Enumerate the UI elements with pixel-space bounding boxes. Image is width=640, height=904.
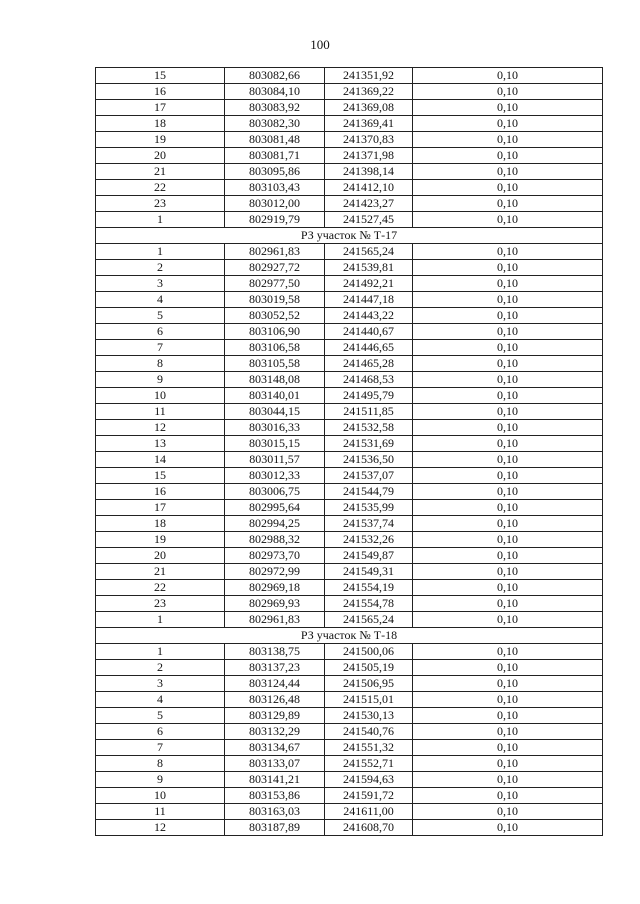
table-row [96, 468, 603, 484]
accuracy-cell: 0,10 [413, 180, 603, 196]
y-coordinate-cell: 241495,79 [325, 388, 413, 404]
y-coordinate-cell: 241565,24 [325, 244, 413, 260]
accuracy-cell: 0,10 [413, 644, 603, 660]
y-coordinate-cell: 241532,58 [325, 420, 413, 436]
x-coordinate-cell: 802961,83 [225, 612, 325, 628]
table-row [96, 116, 603, 132]
y-coordinate-cell: 241468,53 [325, 372, 413, 388]
point-number-cell: 1 [96, 644, 225, 660]
x-coordinate-cell: 803132,29 [225, 724, 325, 740]
accuracy-cell: 0,10 [413, 372, 603, 388]
accuracy-cell: 0,10 [413, 356, 603, 372]
accuracy-cell: 0,10 [413, 804, 603, 820]
x-coordinate-cell: 802972,99 [225, 564, 325, 580]
y-coordinate-cell: 241423,27 [325, 196, 413, 212]
table-row [96, 420, 603, 436]
point-number-cell: 4 [96, 292, 225, 308]
point-number-cell: 3 [96, 676, 225, 692]
point-number-cell: 21 [96, 164, 225, 180]
accuracy-cell: 0,10 [413, 68, 603, 84]
accuracy-cell: 0,10 [413, 612, 603, 628]
point-number-cell: 9 [96, 772, 225, 788]
y-coordinate-cell: 241369,41 [325, 116, 413, 132]
accuracy-cell: 0,10 [413, 484, 603, 500]
page-number: 100 [310, 37, 330, 52]
y-coordinate-cell: 241549,31 [325, 564, 413, 580]
x-coordinate-cell: 803044,15 [225, 404, 325, 420]
point-number-cell: 16 [96, 84, 225, 100]
y-coordinate-cell: 241551,32 [325, 740, 413, 756]
accuracy-cell: 0,10 [413, 292, 603, 308]
accuracy-cell: 0,10 [413, 500, 603, 516]
accuracy-cell: 0,10 [413, 148, 603, 164]
y-coordinate-cell: 241565,24 [325, 612, 413, 628]
x-coordinate-cell: 803106,90 [225, 324, 325, 340]
accuracy-cell: 0,10 [413, 548, 603, 564]
point-number-cell: 3 [96, 276, 225, 292]
x-coordinate-cell: 803106,58 [225, 340, 325, 356]
point-number-cell: 17 [96, 500, 225, 516]
x-coordinate-cell: 802994,25 [225, 516, 325, 532]
y-coordinate-cell: 241536,50 [325, 452, 413, 468]
x-coordinate-cell: 802973,70 [225, 548, 325, 564]
x-coordinate-cell: 803163,03 [225, 804, 325, 820]
x-coordinate-cell: 803133,07 [225, 756, 325, 772]
x-coordinate-cell: 803137,23 [225, 660, 325, 676]
x-coordinate-cell: 803015,15 [225, 436, 325, 452]
table-row [96, 84, 603, 100]
accuracy-cell: 0,10 [413, 788, 603, 804]
x-coordinate-cell: 802927,72 [225, 260, 325, 276]
point-number-cell: 7 [96, 340, 225, 356]
table-row [96, 372, 603, 388]
point-number-cell: 23 [96, 596, 225, 612]
accuracy-cell: 0,10 [413, 244, 603, 260]
x-coordinate-cell: 803083,92 [225, 100, 325, 116]
point-number-cell: 17 [96, 100, 225, 116]
table-row [96, 132, 603, 148]
x-coordinate-cell: 803006,75 [225, 484, 325, 500]
section-header-row [96, 228, 603, 244]
accuracy-cell: 0,10 [413, 212, 603, 228]
y-coordinate-cell: 241440,67 [325, 324, 413, 340]
table-row [96, 548, 603, 564]
accuracy-cell: 0,10 [413, 308, 603, 324]
y-coordinate-cell: 241412,10 [325, 180, 413, 196]
y-coordinate-cell: 241549,87 [325, 548, 413, 564]
table-row [96, 68, 603, 84]
accuracy-cell: 0,10 [413, 740, 603, 756]
table-row [96, 660, 603, 676]
accuracy-cell: 0,10 [413, 84, 603, 100]
accuracy-cell: 0,10 [413, 756, 603, 772]
accuracy-cell: 0,10 [413, 276, 603, 292]
accuracy-cell: 0,10 [413, 100, 603, 116]
point-number-cell: 18 [96, 516, 225, 532]
y-coordinate-cell: 241505,19 [325, 660, 413, 676]
point-number-cell: 1 [96, 612, 225, 628]
y-coordinate-cell: 241371,98 [325, 148, 413, 164]
table-row [96, 676, 603, 692]
y-coordinate-cell: 241531,69 [325, 436, 413, 452]
accuracy-cell: 0,10 [413, 468, 603, 484]
point-number-cell: 12 [96, 820, 225, 836]
table-row [96, 452, 603, 468]
y-coordinate-cell: 241554,19 [325, 580, 413, 596]
y-coordinate-cell: 241540,76 [325, 724, 413, 740]
point-number-cell: 5 [96, 708, 225, 724]
table-row [96, 516, 603, 532]
table-row [96, 596, 603, 612]
table-row [96, 308, 603, 324]
accuracy-cell: 0,10 [413, 452, 603, 468]
y-coordinate-cell: 241539,81 [325, 260, 413, 276]
point-number-cell: 12 [96, 420, 225, 436]
table-row [96, 804, 603, 820]
y-coordinate-cell: 241447,18 [325, 292, 413, 308]
x-coordinate-cell: 802969,93 [225, 596, 325, 612]
point-number-cell: 7 [96, 740, 225, 756]
x-coordinate-cell: 803103,43 [225, 180, 325, 196]
x-coordinate-cell: 803126,48 [225, 692, 325, 708]
table-row [96, 692, 603, 708]
x-coordinate-cell: 803148,08 [225, 372, 325, 388]
accuracy-cell: 0,10 [413, 676, 603, 692]
point-number-cell: 9 [96, 372, 225, 388]
point-number-cell: 2 [96, 660, 225, 676]
table-row [96, 820, 603, 836]
coordinates-table [95, 67, 603, 836]
y-coordinate-cell: 241535,99 [325, 500, 413, 516]
table-row [96, 148, 603, 164]
table-row [96, 180, 603, 196]
x-coordinate-cell: 802961,83 [225, 244, 325, 260]
accuracy-cell: 0,10 [413, 388, 603, 404]
y-coordinate-cell: 241532,26 [325, 532, 413, 548]
accuracy-cell: 0,10 [413, 260, 603, 276]
table-row [96, 324, 603, 340]
table-row [96, 484, 603, 500]
coordinates-table-body [96, 68, 603, 836]
accuracy-cell: 0,10 [413, 404, 603, 420]
accuracy-cell: 0,10 [413, 196, 603, 212]
x-coordinate-cell: 803134,67 [225, 740, 325, 756]
y-coordinate-cell: 241443,22 [325, 308, 413, 324]
table-row [96, 644, 603, 660]
y-coordinate-cell: 241591,72 [325, 788, 413, 804]
table-row [96, 724, 603, 740]
y-coordinate-cell: 241492,21 [325, 276, 413, 292]
accuracy-cell: 0,10 [413, 596, 603, 612]
y-coordinate-cell: 241552,71 [325, 756, 413, 772]
y-coordinate-cell: 241611,00 [325, 804, 413, 820]
point-number-cell: 21 [96, 564, 225, 580]
y-coordinate-cell: 241515,01 [325, 692, 413, 708]
section-header-row [96, 628, 603, 644]
x-coordinate-cell: 803084,10 [225, 84, 325, 100]
y-coordinate-cell: 241370,83 [325, 132, 413, 148]
point-number-cell: 19 [96, 532, 225, 548]
x-coordinate-cell: 802995,64 [225, 500, 325, 516]
point-number-cell: 11 [96, 804, 225, 820]
accuracy-cell: 0,10 [413, 820, 603, 836]
point-number-cell: 23 [96, 196, 225, 212]
accuracy-cell: 0,10 [413, 324, 603, 340]
y-coordinate-cell: 241369,22 [325, 84, 413, 100]
table-row [96, 212, 603, 228]
point-number-cell: 5 [96, 308, 225, 324]
accuracy-cell: 0,10 [413, 692, 603, 708]
accuracy-cell: 0,10 [413, 772, 603, 788]
x-coordinate-cell: 803082,66 [225, 68, 325, 84]
x-coordinate-cell: 803081,48 [225, 132, 325, 148]
point-number-cell: 20 [96, 548, 225, 564]
y-coordinate-cell: 241506,95 [325, 676, 413, 692]
table-row [96, 244, 603, 260]
x-coordinate-cell: 802919,79 [225, 212, 325, 228]
accuracy-cell: 0,10 [413, 132, 603, 148]
table-row [96, 196, 603, 212]
point-number-cell: 18 [96, 116, 225, 132]
y-coordinate-cell: 241537,74 [325, 516, 413, 532]
table-row [96, 260, 603, 276]
x-coordinate-cell: 803095,86 [225, 164, 325, 180]
x-coordinate-cell: 802988,32 [225, 532, 325, 548]
point-number-cell: 10 [96, 388, 225, 404]
accuracy-cell: 0,10 [413, 532, 603, 548]
accuracy-cell: 0,10 [413, 164, 603, 180]
point-number-cell: 20 [96, 148, 225, 164]
y-coordinate-cell: 241530,13 [325, 708, 413, 724]
accuracy-cell: 0,10 [413, 660, 603, 676]
y-coordinate-cell: 241608,70 [325, 820, 413, 836]
point-number-cell: 15 [96, 468, 225, 484]
x-coordinate-cell: 803052,52 [225, 308, 325, 324]
x-coordinate-cell: 803082,30 [225, 116, 325, 132]
section-title: РЗ участок № Т-17 [96, 228, 603, 244]
point-number-cell: 14 [96, 452, 225, 468]
x-coordinate-cell: 803012,00 [225, 196, 325, 212]
accuracy-cell: 0,10 [413, 708, 603, 724]
y-coordinate-cell: 241544,79 [325, 484, 413, 500]
table-row [96, 340, 603, 356]
table-row [96, 756, 603, 772]
accuracy-cell: 0,10 [413, 724, 603, 740]
table-row [96, 500, 603, 516]
point-number-cell: 16 [96, 484, 225, 500]
table-row [96, 436, 603, 452]
table-row [96, 292, 603, 308]
point-number-cell: 22 [96, 180, 225, 196]
accuracy-cell: 0,10 [413, 420, 603, 436]
point-number-cell: 15 [96, 68, 225, 84]
table-row [96, 708, 603, 724]
point-number-cell: 10 [96, 788, 225, 804]
y-coordinate-cell: 241527,45 [325, 212, 413, 228]
table-row [96, 388, 603, 404]
x-coordinate-cell: 803140,01 [225, 388, 325, 404]
point-number-cell: 8 [96, 356, 225, 372]
y-coordinate-cell: 241511,85 [325, 404, 413, 420]
y-coordinate-cell: 241500,06 [325, 644, 413, 660]
point-number-cell: 8 [96, 756, 225, 772]
y-coordinate-cell: 241537,07 [325, 468, 413, 484]
x-coordinate-cell: 803129,89 [225, 708, 325, 724]
accuracy-cell: 0,10 [413, 436, 603, 452]
y-coordinate-cell: 241398,14 [325, 164, 413, 180]
table-row [96, 788, 603, 804]
point-number-cell: 1 [96, 244, 225, 260]
point-number-cell: 2 [96, 260, 225, 276]
x-coordinate-cell: 803019,58 [225, 292, 325, 308]
table-row [96, 164, 603, 180]
y-coordinate-cell: 241465,28 [325, 356, 413, 372]
table-row [96, 404, 603, 420]
point-number-cell: 22 [96, 580, 225, 596]
point-number-cell: 1 [96, 212, 225, 228]
x-coordinate-cell: 803081,71 [225, 148, 325, 164]
point-number-cell: 13 [96, 436, 225, 452]
accuracy-cell: 0,10 [413, 340, 603, 356]
x-coordinate-cell: 803105,58 [225, 356, 325, 372]
x-coordinate-cell: 803012,33 [225, 468, 325, 484]
point-number-cell: 6 [96, 324, 225, 340]
accuracy-cell: 0,10 [413, 116, 603, 132]
table-row [96, 772, 603, 788]
y-coordinate-cell: 241369,08 [325, 100, 413, 116]
point-number-cell: 4 [96, 692, 225, 708]
x-coordinate-cell: 803016,33 [225, 420, 325, 436]
point-number-cell: 19 [96, 132, 225, 148]
table-row [96, 356, 603, 372]
accuracy-cell: 0,10 [413, 516, 603, 532]
table-row [96, 740, 603, 756]
y-coordinate-cell: 241446,65 [325, 340, 413, 356]
table-row [96, 564, 603, 580]
point-number-cell: 6 [96, 724, 225, 740]
x-coordinate-cell: 803187,89 [225, 820, 325, 836]
section-title: РЗ участок № Т-18 [96, 628, 603, 644]
x-coordinate-cell: 803124,44 [225, 676, 325, 692]
table-row [96, 532, 603, 548]
x-coordinate-cell: 802977,50 [225, 276, 325, 292]
table-row [96, 276, 603, 292]
table-row [96, 580, 603, 596]
x-coordinate-cell: 803141,21 [225, 772, 325, 788]
y-coordinate-cell: 241351,92 [325, 68, 413, 84]
table-row [96, 612, 603, 628]
accuracy-cell: 0,10 [413, 580, 603, 596]
accuracy-cell: 0,10 [413, 564, 603, 580]
y-coordinate-cell: 241594,63 [325, 772, 413, 788]
point-number-cell: 11 [96, 404, 225, 420]
x-coordinate-cell: 802969,18 [225, 580, 325, 596]
x-coordinate-cell: 803153,86 [225, 788, 325, 804]
y-coordinate-cell: 241554,78 [325, 596, 413, 612]
table-row [96, 100, 603, 116]
x-coordinate-cell: 803011,57 [225, 452, 325, 468]
x-coordinate-cell: 803138,75 [225, 644, 325, 660]
